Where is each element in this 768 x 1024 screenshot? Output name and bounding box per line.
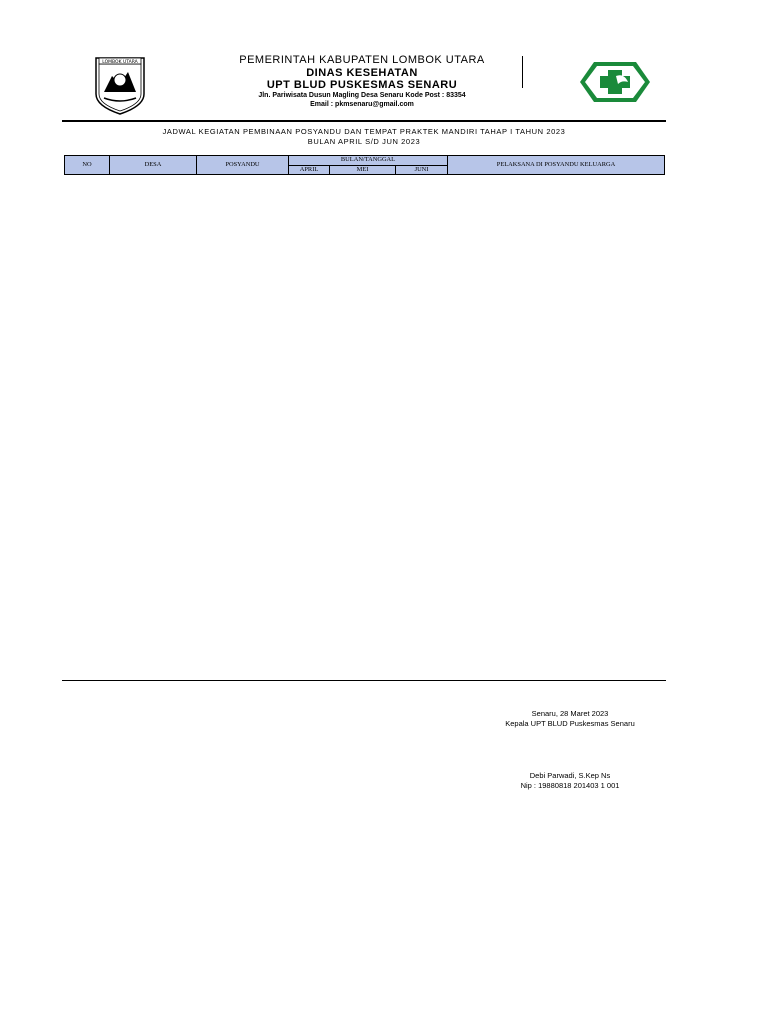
sign-nip: Nip : 19880818 201403 1 001 [520, 781, 620, 790]
agency-line-3: UPT BLUD PUSKESMAS SENARU [266, 79, 458, 91]
regency-logo [90, 54, 150, 116]
sign-position: Kepala UPT BLUD Puskesmas Senaru [505, 719, 635, 728]
title-line-1: JADWAL KEGIATAN PEMBINAAN POSYANDU DAN TEMPAT PRAKTEK MANDIRI TAHAP I TAHUN 2023 [162, 127, 566, 136]
health-cross-logo [580, 62, 650, 102]
logo-caption: LOMBOK UTARA [102, 60, 138, 65]
agency-line-2: DINAS KESEHATAN [306, 67, 418, 79]
schedule-table [64, 155, 665, 175]
col-bulan: BULAN/TANGGAL [289, 156, 448, 166]
col-desa: DESA [110, 156, 197, 175]
col-mei: MEI [330, 165, 396, 175]
col-juni: JUNI [396, 165, 448, 175]
col-april: APRIL [289, 165, 330, 175]
bottom-rule [62, 680, 666, 681]
col-no: NO [65, 156, 110, 175]
col-pelaksana: PELAKSANA DI POSYANDU KELUARGA [448, 156, 665, 175]
header-rule [62, 120, 666, 122]
col-posyandu: POSYANDU [197, 156, 289, 175]
sign-name: Debi Parwadi, S.Kep Ns [529, 771, 611, 780]
agency-email: Email : pkmsenaru@gmail.com [310, 101, 414, 108]
agency-address: Jln. Pariwisata Dusun Magling Desa Senaru Kode Post : 83354 [258, 92, 466, 99]
header-divider [522, 56, 523, 88]
agency-line-1: PEMERINTAH KABUPATEN LOMBOK UTARA [239, 54, 485, 66]
title-line-2: BULAN APRIL S/D JUN 2023 [307, 137, 421, 146]
letterhead [62, 48, 666, 128]
document-title [62, 127, 666, 147]
sign-place-date: Senaru, 28 Maret 2023 [531, 709, 609, 718]
